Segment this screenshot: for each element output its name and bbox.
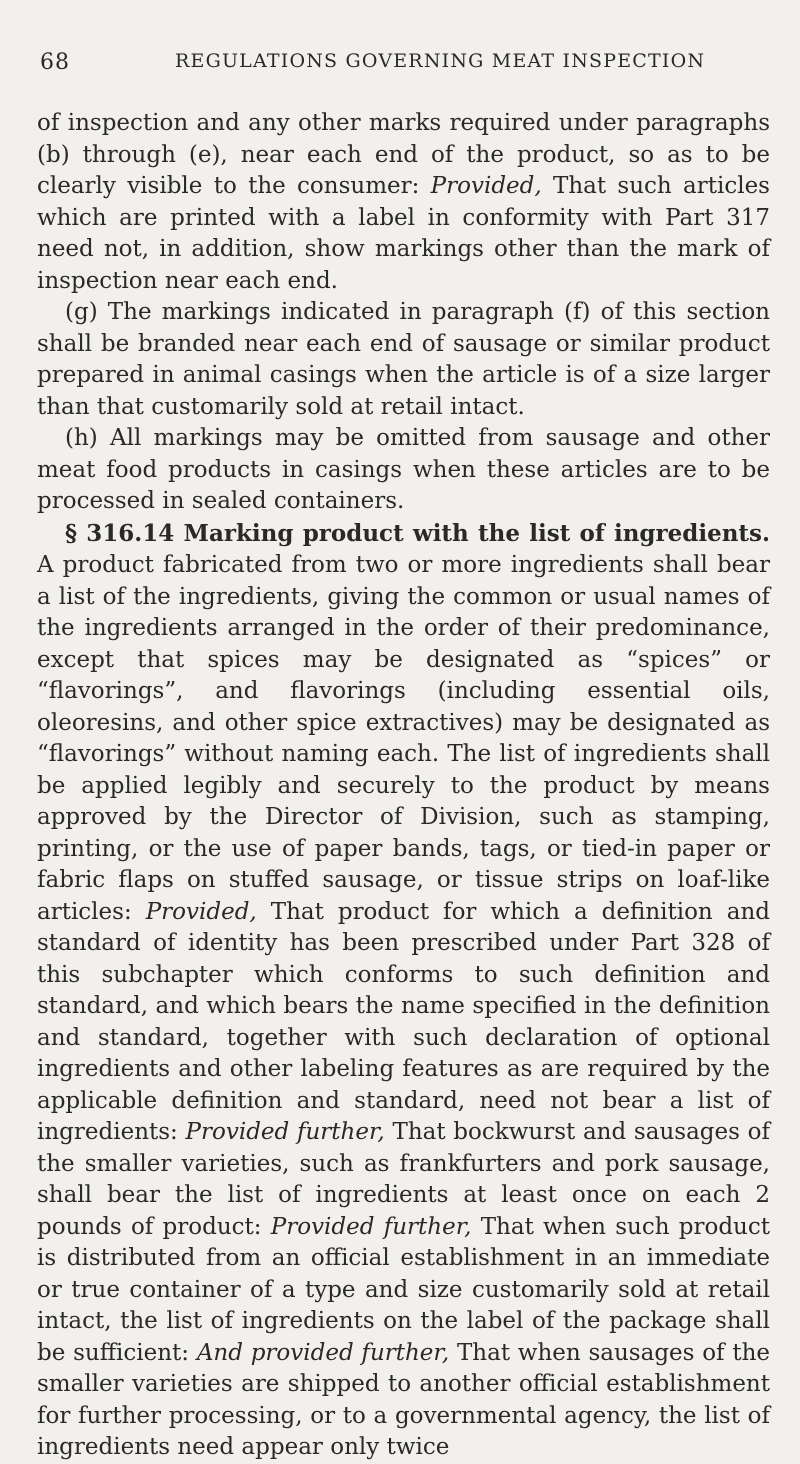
running-title: REGULATIONS GOVERNING MEAT INSPECTION bbox=[175, 50, 706, 72]
proviso-italic: Provided, bbox=[430, 173, 542, 199]
paragraph-text: of inspection and any other marks required under paragraphs (b) through (e), near each end of the product, so as to be clearly visible to the consumer: bbox=[37, 110, 770, 199]
proviso-italic: And provided further, bbox=[196, 1339, 450, 1366]
paragraph-text: That product for which a definition and standard of identity has been prescribed under Part 328 of this subchapter which conforms to such definition and standard, and which bears the name specified in the definition and standard, together with such declaration of optional ingredients and other labeling features as are required by the applicable definition and standard, need not bear a list of ingredients: bbox=[37, 898, 770, 1145]
paragraph-text: That when such product is distributed from an official establishment in an immediate or true container of a type and size customarily sold at retail intact, the list of ingredients on the label of the package shall be sufficient: bbox=[37, 1213, 770, 1366]
proviso-italic: Provided further, bbox=[185, 1119, 385, 1145]
paragraph-text: (h) All markings may be omitted from sausage and other meat food products in casings when these articles are to be processed in sealed containers. bbox=[37, 425, 770, 514]
paragraph-continuation bbox=[37, 108, 770, 297]
paragraph-text: That such articles which are printed with a label in conformity with Part 317 need not, in addition, show markings other than the mark of inspection near each end. bbox=[37, 173, 770, 294]
running-header bbox=[40, 50, 760, 80]
proviso-italic: Provided further, bbox=[270, 1213, 472, 1240]
page-number: 68 bbox=[40, 50, 70, 75]
paragraph-text: That when sausages of the smaller varieties are shipped to another official establishment for further processing, or to a governmental agency, the list of ingredients need appear only twice bbox=[37, 1339, 770, 1460]
paragraph-text: A product fabricated from two or more ingredients shall bear a list of the ingredients, giving the common or usual names of the ingredients arranged in the order of their predominance, except that spices may be designated as “spices” or “flavorings”, and flavorings (including essential oils, oleoresins, and other spice extractives) may be designated as “flavorings” without naming each. The list of ingredients shall be applied legibly and securely to the product by means approved by the Director of Division, such as stamping, printing, or the use of paper bands, tags, or tied-in paper or fabric flaps on stuffed sausage, or tissue strips on loaf-like articles: bbox=[37, 552, 770, 925]
proviso-italic: Provided, bbox=[145, 898, 257, 925]
body-text bbox=[37, 108, 770, 1464]
section-316-14 bbox=[37, 518, 770, 1464]
section-heading: § 316.14 Marking product with the list of ingredients. bbox=[65, 519, 770, 547]
paragraph-g bbox=[37, 297, 770, 423]
paragraph-text: That bockwurst and sausages of the smaller varieties, such as frankfurters and pork sausage, shall bear the list of ingredients at least once on each 2 pounds of product: bbox=[37, 1119, 770, 1240]
paragraph-h bbox=[37, 423, 770, 518]
paragraph-text: (g) The markings indicated in paragraph (f) of this section shall be branded near each end of sausage or similar product prepared in animal casings when the article is of a size larger than that customarily sold at retail intact. bbox=[37, 299, 770, 420]
